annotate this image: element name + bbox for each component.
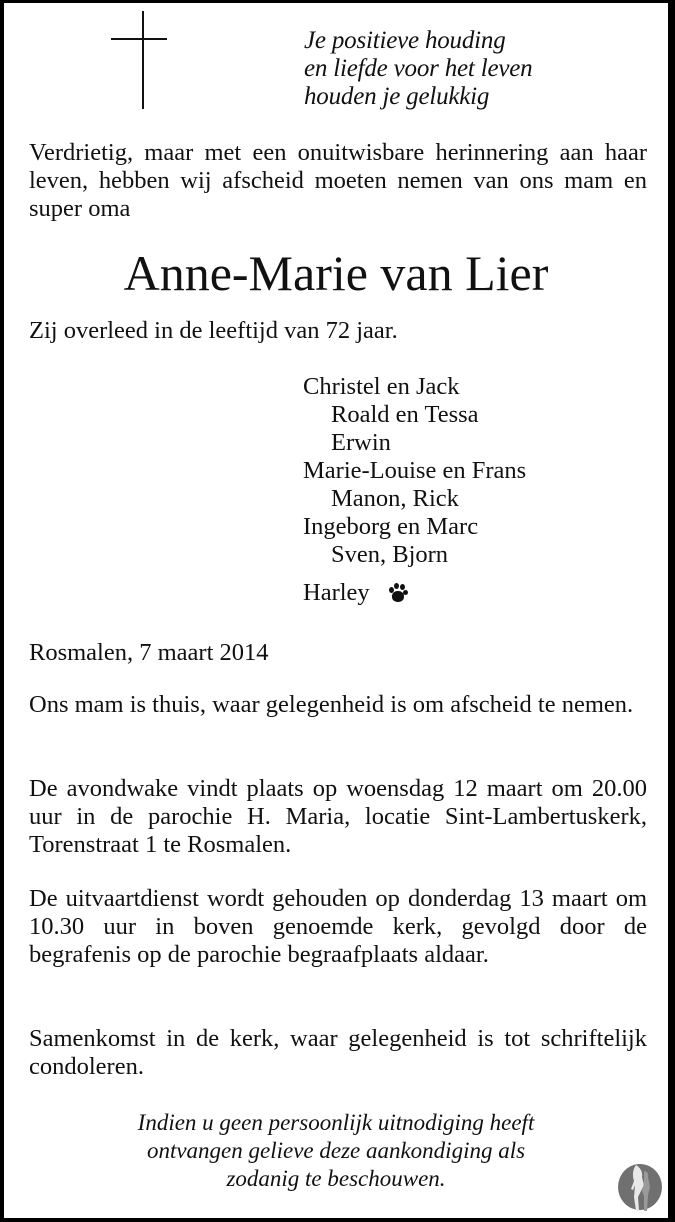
paw-print-icon [388, 583, 408, 603]
family-list [303, 373, 526, 607]
closing-line: zodanig te beschouwen. [226, 1166, 446, 1191]
closing-line: ontvangen gelieve deze aankondiging als [146, 1138, 526, 1163]
funeral-notice: De uitvaartdienst wordt gehouden op donderdag 13 maart om 10.30 uur in boven genoemde kerk, gevolgd door de begrafenis op de parochie begraafplaats aldaar. [29, 885, 647, 968]
home-notice: Ons mam is thuis, waar gelegenheid is om afscheid te nemen. [29, 691, 634, 718]
pet-row [303, 579, 526, 607]
family-member: Marie-Louise en Frans [303, 457, 527, 484]
gathering-notice: Samenkomst in de kerk, waar gelegenheid is tot schriftelijk condoleren. [29, 1025, 647, 1080]
intro-text: Verdrietig, maar met een onuitwisbare herinnering aan haar leven, hebben wij afscheid moeten nemen van ons mam en super oma [29, 139, 647, 222]
family-member: Manon, Rick [331, 485, 459, 512]
cross-icon [111, 11, 171, 111]
deceased-name: Anne-Marie van Lier [123, 245, 549, 301]
wake-notice: De avondwake vindt plaats op woensdag 12 maart om 20.00 uur in de parochie H. Maria, locatie Sint-Lambertuskerk, Torenstraat 1 te Rosmalen. [29, 775, 647, 858]
family-member: Christel en Jack [303, 373, 460, 400]
motto-line: houden je gelukkig [304, 83, 490, 110]
age-line: Zij overleed in de leeftijd van 72 jaar. [29, 317, 398, 344]
motto [304, 27, 634, 111]
family-member: Ingeborg en Marc [303, 513, 479, 540]
obituary-card [4, 3, 668, 1218]
closing-notice [4, 1109, 668, 1193]
embracing-figures-logo-icon [617, 1163, 663, 1213]
family-member: Sven, Bjorn [331, 541, 449, 568]
motto-line: en liefde voor het leven [304, 55, 533, 82]
motto-line: Je positieve houding [304, 27, 506, 54]
pet-name: Harley [303, 579, 370, 606]
family-member: Roald en Tessa [331, 401, 479, 428]
place-date: Rosmalen, 7 maart 2014 [29, 639, 269, 666]
closing-line: Indien u geen persoonlijk uitnodiging heeft [137, 1110, 535, 1135]
family-member: Erwin [331, 429, 391, 456]
